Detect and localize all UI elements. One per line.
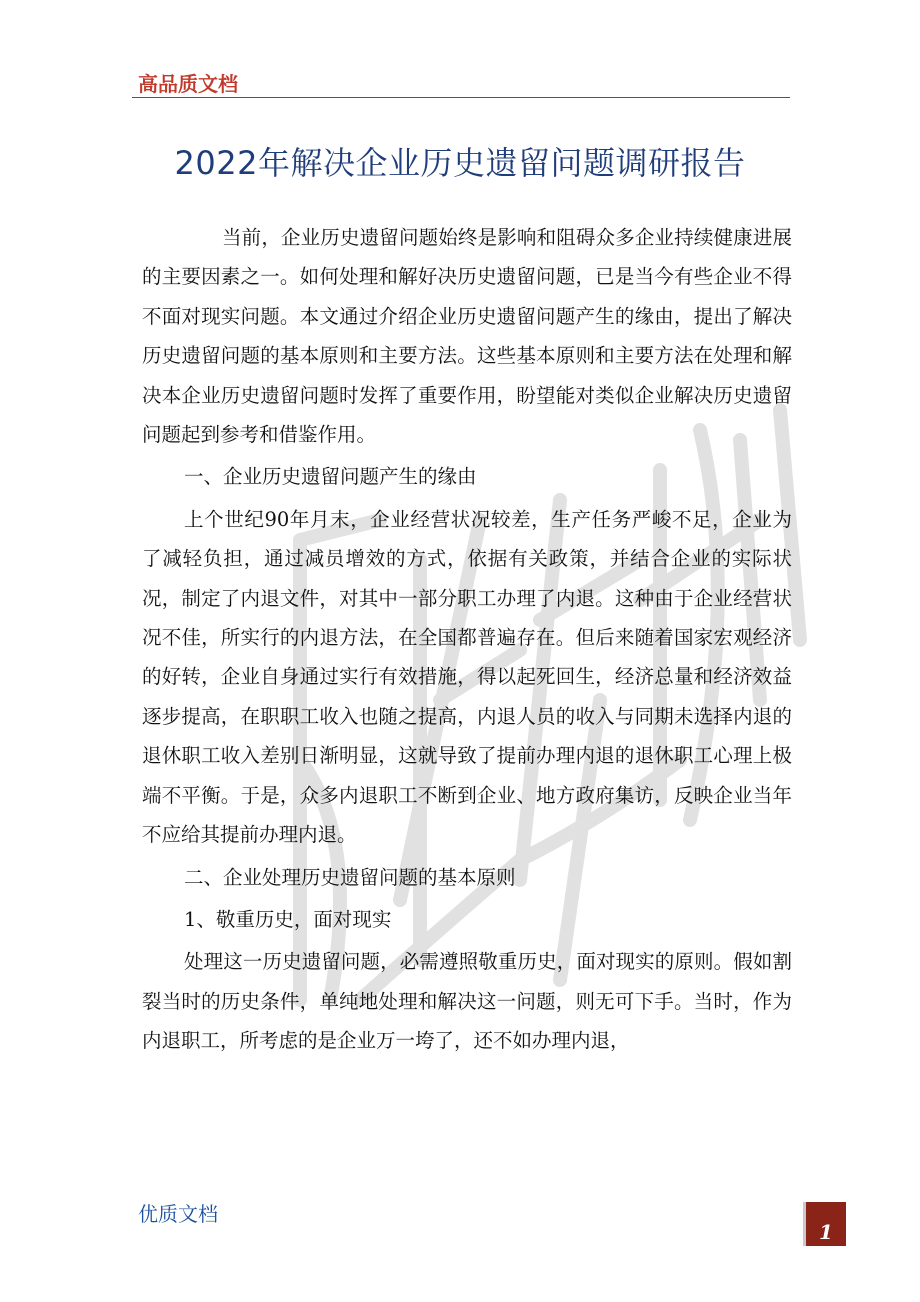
document-body (142, 218, 792, 1061)
paragraph-principle-1: 处理这一历史遗留问题，必需遵照敬重历史，面对现实的原则。假如割裂当时的历史条件，单纯地处理和解决这一问题，则无可下手。当时，作为内退职工，所考虑的是企业万一垮了，还不如办理内退， (142, 950, 792, 1053)
page-number-badge (806, 1202, 846, 1246)
subsection-heading-1: 1、敬重历史，面对现实 (184, 907, 392, 931)
header-label: 高品质文档 (138, 72, 238, 96)
footer-label: 优质文档 (138, 1202, 218, 1226)
page-number: 1 (819, 1220, 833, 1244)
section-heading-2: 二、企业处理历史遗留问题的基本原则 (184, 865, 516, 889)
paragraph-causes: 上个世纪90年月末，企业经营状况较差，生产任务严峻不足，企业为了减轻负担，通过减员增效的方式，依据有关政策，并结合企业的实际状况，制定了内退文件，对其中一部分职工办理了内退。这种由于企业经营状况不佳，所实行的内退方法，在全国都普遍存在。但后来随着国家宏观经济的好转，企业自身通过实行有效措施，得以起死回生，经济总量和经济效益逐步提高，在职职工收入也随之提高，内退人员的收入与同期未选择内退的退休职工收入差别日渐明显，这就导致了提前办理内退的退休职工心理上极端不平衡。于是，众多内退职工不断到企业、地方政府集访，反映企业当年不应给其提前办理内退。 (142, 507, 792, 847)
document-title: 2022年解决企业历史遗留问题调研报告 (174, 144, 746, 182)
paragraph-intro: 当前，企业历史遗留问题始终是影响和阻碍众多企业持续健康进展的主要因素之一。如何处理和解好决历史遗留问题，已是当今有些企业不得不面对现实问题。本文通过介绍企业历史遗留问题产生的缘由，提出了解决历史遗留问题的基本原则和主要方法。这些基本原则和主要方法在处理和解决本企业历史遗留问题时发挥了重要作用，盼望能对类似企业解决历史遗留问题起到参考和借鉴作用。 (142, 226, 792, 447)
header-divider (132, 97, 790, 98)
section-heading-1: 一、企业历史遗留问题产生的缘由 (184, 465, 477, 489)
